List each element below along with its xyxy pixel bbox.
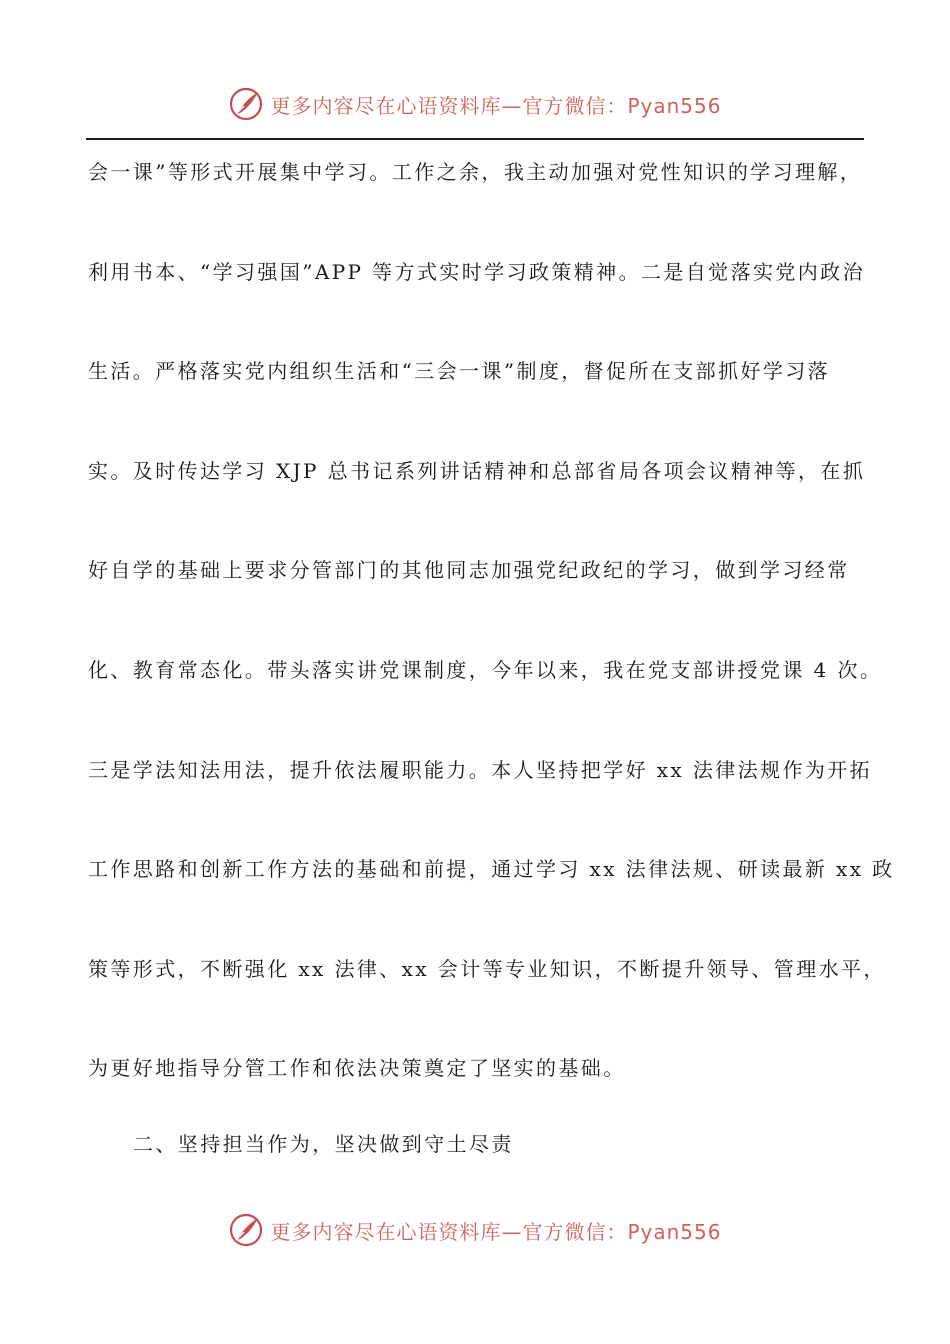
- header-brand: [0, 84, 950, 124]
- quill-pen-logo-icon: [228, 1212, 264, 1248]
- body-line: 策等形式，不断强化 xx 法律、xx 会计等专业知识，不断提升领导、管理水平，: [88, 957, 886, 981]
- body-line: 化、教育常态化。带头落实讲党课制度，今年以来，我在党支部讲授党课 4 次。: [88, 658, 883, 682]
- section-heading: 二、坚持担当作为，坚决做到守土尽责: [133, 1132, 514, 1156]
- footer-brand-text: 更多内容尽在心语资料库—官方微信：Pyan556: [270, 1219, 722, 1244]
- body-line: 生活。严格落实党内组织生活和“三会一课”制度，督促所在支部抓好学习落: [88, 359, 831, 383]
- quill-pen-logo-icon: [228, 86, 264, 122]
- body-line: 利用书本、“学习强国”APP 等方式实时学习政策精神。二是自觉落实党内政治: [88, 260, 865, 284]
- body-line: 会一课”等形式开展集中学习。工作之余，我主动加强对党性知识的学习理解，: [88, 160, 863, 184]
- body-line: 实。及时传达学习 XJP 总书记系列讲话精神和总部省局各项会议精神等，在抓: [88, 459, 866, 483]
- body-line: 工作思路和创新工作方法的基础和前提，通过学习 xx 法律法规、研读最新 xx 政: [88, 857, 895, 881]
- header-divider: [86, 138, 864, 140]
- body-line: 为更好地指导分管工作和依法决策奠定了坚实的基础。: [88, 1056, 626, 1080]
- header-brand-text: 更多内容尽在心语资料库—官方微信：Pyan556: [270, 93, 722, 118]
- body-line: 好自学的基础上要求分管部门的其他同志加强党纪政纪的学习，做到学习经常: [88, 558, 850, 582]
- footer-brand: [0, 1210, 950, 1250]
- body-line: 三是学法知法用法，提升依法履职能力。本人坚持把学好 xx 法律法规作为开拓: [88, 758, 873, 782]
